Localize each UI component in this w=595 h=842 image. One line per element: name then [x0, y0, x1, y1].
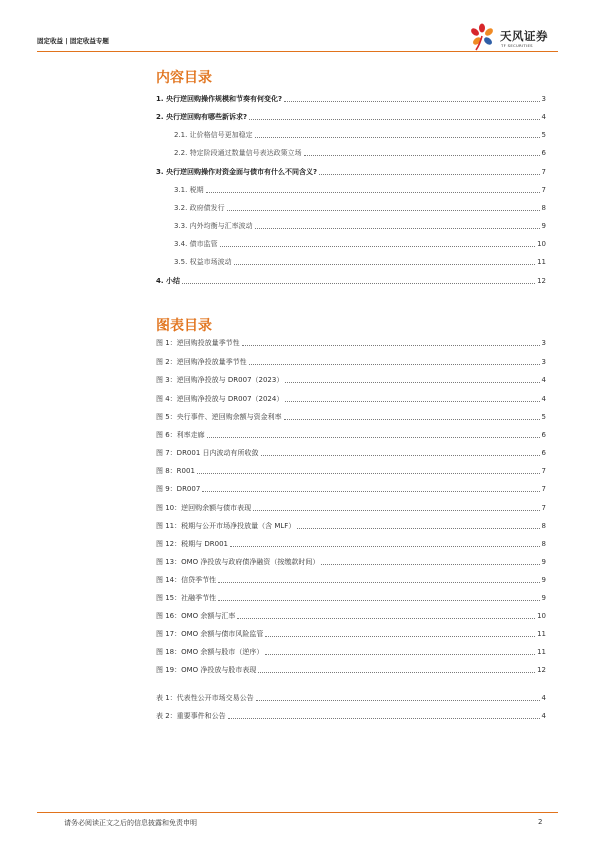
toc-entry-page: 6 [541, 149, 546, 157]
toc-entry-label: 3. 央行逆回购操作对资金面与债市有什么不同含义? [156, 168, 318, 176]
leader-dots [255, 136, 540, 138]
toc-heading: 内容目录 [156, 70, 212, 86]
table-entry-label: 表 1：代表性公开市场交易公告 [156, 694, 254, 702]
figure-entry-label: 图 17：OMO 余额与债市风险监管 [156, 630, 264, 638]
toc-entry-label: 3.3. 内外均衡与汇率波动 [174, 222, 253, 230]
figure-entry[interactable] [156, 465, 546, 476]
figure-entry[interactable] [156, 337, 546, 348]
figure-entry-label: 图 7：DR001 日内波动有所收敛 [156, 449, 259, 457]
figure-entry-label: 图 11：税期与公开市场净投放量（含 MLF） [156, 522, 296, 530]
leader-dots [207, 436, 540, 438]
toc-entry-page: 5 [541, 131, 546, 139]
toc-subentry[interactable] [174, 129, 546, 140]
toc-entry[interactable] [156, 93, 546, 104]
leader-dots [237, 617, 535, 619]
leader-dots [202, 490, 539, 492]
figure-entry-page: 3 [541, 358, 546, 366]
toc-subentry[interactable] [174, 184, 546, 195]
header-breadcrumb: 固定收益 | 固定收益专题 [37, 37, 109, 45]
leader-dots [218, 599, 539, 601]
figure-entry-page: 7 [541, 467, 546, 475]
figure-entry-page: 9 [541, 558, 546, 566]
table-entry-page: 4 [541, 694, 546, 702]
leader-dots [234, 263, 535, 265]
toc-subentry[interactable] [174, 238, 546, 249]
toc-subentry[interactable] [174, 220, 546, 231]
leader-dots [182, 282, 535, 284]
leader-dots [256, 699, 540, 701]
page-number: 2 [538, 818, 543, 826]
toc-entry-page: 11 [537, 258, 546, 266]
toc-entry-page: 10 [537, 240, 546, 248]
leader-dots [218, 581, 539, 583]
leader-dots [255, 227, 540, 229]
figure-entry-page: 6 [541, 449, 546, 457]
toc-entry-page: 4 [541, 113, 546, 121]
figure-entry[interactable] [156, 483, 546, 494]
figure-entry-page: 6 [541, 431, 546, 439]
figure-entry-label: 图 8：R001 [156, 467, 195, 475]
toc-entry[interactable] [156, 166, 546, 177]
logo-name-cn: 天风证券 [500, 29, 548, 43]
figure-entry[interactable] [156, 592, 546, 603]
leader-dots [228, 717, 540, 719]
leader-dots [230, 545, 540, 547]
figure-entry[interactable] [156, 429, 546, 440]
figure-entry-page: 7 [541, 504, 546, 512]
figure-entry[interactable] [156, 356, 546, 367]
leader-dots [265, 635, 535, 637]
figure-entry[interactable] [156, 556, 546, 567]
toc-entry-page: 9 [541, 222, 546, 230]
figure-entry-label: 图 14：信贷季节性 [156, 576, 217, 584]
figure-entry-label: 图 2：逆回购净投放量季节性 [156, 358, 247, 366]
toc-entry-page: 3 [541, 95, 546, 103]
figure-entry-label: 图 4：逆回购净投放与 DR007（2024） [156, 395, 284, 403]
figure-entry[interactable] [156, 447, 546, 458]
leader-dots [242, 344, 540, 346]
figure-entry-page: 11 [537, 630, 546, 638]
figure-entry-label: 图 19：OMO 净投放与股市表现 [156, 666, 257, 674]
leader-dots [284, 100, 540, 102]
leader-dots [258, 671, 535, 673]
figure-entry-page: 4 [541, 376, 546, 384]
header-divider [37, 51, 558, 52]
figure-entry[interactable] [156, 664, 546, 675]
toc-entry-label: 2.1. 让价格信号更加稳定 [174, 131, 253, 139]
table-entry-page: 4 [541, 712, 546, 720]
table-entry[interactable] [156, 710, 546, 721]
leader-dots [261, 454, 540, 456]
figure-entry-label: 图 15：社融季节性 [156, 594, 217, 602]
figure-entry-page: 8 [541, 540, 546, 548]
toc-entry-page: 7 [541, 186, 546, 194]
leader-dots [319, 173, 540, 175]
toc-entry-label: 3.1. 税期 [174, 186, 204, 194]
figure-entry[interactable] [156, 411, 546, 422]
figure-entry-label: 图 9：DR007 [156, 485, 201, 493]
figure-entry-page: 9 [541, 594, 546, 602]
figure-entry-page: 8 [541, 522, 546, 530]
toc-entry[interactable] [156, 111, 546, 122]
toc-entry-page: 7 [541, 168, 546, 176]
figure-entry-label: 图 10：逆回购余额与债市表现 [156, 504, 252, 512]
leader-dots [285, 381, 539, 383]
leader-dots [253, 509, 539, 511]
figure-entry-page: 12 [537, 666, 546, 674]
toc-entry-label: 3.2. 政府债发行 [174, 204, 225, 212]
leader-dots [321, 563, 539, 565]
figure-entry[interactable] [156, 520, 546, 531]
leader-dots [297, 527, 539, 529]
leader-dots [284, 418, 540, 420]
figure-entry[interactable] [156, 574, 546, 585]
figures-heading: 图表目录 [156, 318, 212, 334]
figure-entry-page: 7 [541, 485, 546, 493]
figure-entry-label: 图 1：逆回购投放量季节性 [156, 339, 240, 347]
figure-entry-page: 3 [541, 339, 546, 347]
figure-entry-label: 图 13：OMO 净投放与政府债净融资（按缴款时间） [156, 558, 320, 566]
logo-name-en: TF SECURITIES [501, 43, 533, 48]
toc-entry-label: 4. 小结 [156, 277, 180, 285]
figure-entry[interactable] [156, 502, 546, 513]
footer-divider [37, 812, 558, 813]
figure-entry-page: 5 [541, 413, 546, 421]
leader-dots [285, 400, 539, 402]
footer-disclaimer: 请务必阅读正文之后的信息披露和免责申明 [64, 819, 197, 827]
figure-entry[interactable] [156, 393, 546, 404]
toc-subentry[interactable] [174, 147, 546, 158]
figure-entry-label: 图 12：税期与 DR001 [156, 540, 228, 548]
figure-entry-page: 11 [537, 648, 546, 656]
figure-entry-page: 4 [541, 395, 546, 403]
table-entry[interactable] [156, 692, 546, 703]
figure-entry[interactable] [156, 538, 546, 549]
figure-entry[interactable] [156, 374, 546, 385]
figure-entry[interactable] [156, 628, 546, 639]
leader-dots [197, 472, 540, 474]
figure-entry[interactable] [156, 610, 546, 621]
toc-entry-label: 3.5. 权益市场波动 [174, 258, 232, 266]
figure-entry[interactable] [156, 646, 546, 657]
leader-dots [206, 191, 540, 193]
figure-entry-page: 10 [537, 612, 546, 620]
toc-subentry[interactable] [174, 256, 546, 267]
flower-logo-icon [468, 22, 498, 52]
company-logo [468, 22, 558, 52]
figure-entry-label: 图 5：央行事件、逆回购余额与资金利率 [156, 413, 282, 421]
figure-entry-label: 图 18：OMO 余额与股市（逆序） [156, 648, 264, 656]
toc-subentry[interactable] [174, 202, 546, 213]
figure-entry-label: 图 3：逆回购净投放与 DR007（2023） [156, 376, 284, 384]
figure-entry-page: 9 [541, 576, 546, 584]
toc-entry-page: 12 [537, 277, 546, 285]
leader-dots [249, 118, 540, 120]
toc-entry-label: 3.4. 债市监管 [174, 240, 218, 248]
toc-entry-label: 2.2. 特定阶段通过数量信号表达政策立场 [174, 149, 302, 157]
toc-entry[interactable] [156, 275, 546, 286]
toc-entry-page: 8 [541, 204, 546, 212]
leader-dots [304, 154, 540, 156]
figure-entry-label: 图 6：利率走廊 [156, 431, 205, 439]
figure-entry-label: 图 16：OMO 余额与汇率 [156, 612, 236, 620]
leader-dots [220, 245, 535, 247]
toc-entry-label: 1. 央行逆回购操作规模和节奏有何变化? [156, 95, 283, 103]
toc-entry-label: 2. 央行逆回购有哪些新诉求? [156, 113, 248, 121]
leader-dots [227, 209, 540, 211]
leader-dots [265, 653, 535, 655]
table-entry-label: 表 2：重要事件和公告 [156, 712, 226, 720]
leader-dots [249, 363, 540, 365]
